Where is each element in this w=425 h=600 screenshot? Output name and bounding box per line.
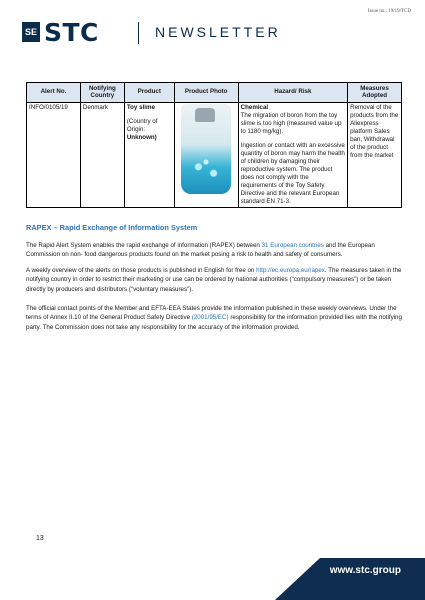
alert-table-header-row — [27, 83, 402, 103]
page-number: 13 — [36, 535, 44, 542]
alert-table — [26, 82, 402, 208]
paragraph-text: A weekly overview of the alerts on those products is published in English for free on — [26, 267, 257, 274]
col-header-country: Notifying Country — [80, 83, 124, 103]
stc-logo-text: STC — [44, 18, 99, 47]
footer-website-link[interactable]: www.stc.group — [329, 565, 401, 576]
paragraph-text: . The measures taken in the notifying country in order to restrict their marketing or use can be ordered by national authorities ("compulsory measures") or be taken directly by producers and distributors ("voluntary measures"). — [26, 267, 402, 293]
newsletter-header — [22, 18, 402, 58]
col-header-photo: Product Photo — [174, 83, 238, 103]
col-header-product: Product — [124, 83, 174, 103]
paragraph-text: The official contact points of the Member and EFTA-EEA States provide the information published in these weekly overviews. Under the terms of Annex II.10 of the General Product Safety Directive — [26, 305, 397, 322]
hazard-type: Chemical — [240, 104, 269, 112]
product-origin-label: (Country of Origin: — [126, 118, 158, 134]
header-divider — [138, 22, 139, 44]
rapex-paragraph-1 — [26, 241, 402, 260]
newsletter-title: NEWSLETTER — [155, 24, 281, 40]
col-header-hazard: Hazard/ Risk — [238, 83, 347, 103]
stc-logo-mark: SE — [22, 22, 40, 42]
rapex-paragraph-3 — [26, 304, 402, 332]
product-photo-cell — [174, 102, 238, 207]
slime-container-lid — [195, 108, 215, 122]
issue-number: Issue no.: 19/19/TCD — [367, 9, 411, 14]
col-header-alert-no: Alert No. — [27, 83, 81, 103]
paragraph-text: The Rapid Alert System enables the rapid exchange of information (RAPEX) between — [26, 242, 262, 249]
product-cell — [124, 102, 174, 207]
alert-number: INFO/0105/19 — [27, 102, 81, 207]
rapex-website-link[interactable]: http://ec.europa.eu/rapex — [256, 267, 325, 274]
hazard-cell — [238, 102, 347, 207]
table-row — [27, 102, 402, 207]
product-name: Toy slime — [126, 104, 155, 112]
directive-link[interactable]: (2001/95/EC) — [191, 314, 229, 322]
rapex-paragraph-2 — [26, 266, 402, 294]
hazard-description: The migration of boron from the toy slime is too high (measured value up to 1180 mg/kg). — [240, 112, 342, 136]
notifying-country: Denmark — [80, 102, 124, 207]
paragraph-text: and the European Commission on non- food dangerous products found on the market posing a risk to health and safety of consumers. — [26, 242, 375, 259]
rapex-heading: RAPEX – Rapid Exchange of Information System — [26, 223, 198, 232]
col-header-measures: Measures Adopted — [348, 83, 402, 103]
toy-slime-photo — [181, 104, 231, 194]
paragraph-text: responsibility for the information provided lies with the notifying party. The Commission does not take any responsibility for the accuracy of the information provided. — [26, 314, 402, 331]
eu-countries-link[interactable]: 31 European countries — [261, 242, 324, 249]
product-origin-value: Unknown) — [126, 134, 157, 142]
slime-bubbles — [187, 154, 225, 186]
hazard-risk-details: Ingestion or contact with an excessive quantity of boron may harm the health of children by damaging their reproductive system. The product does not comply with the requirements of the Toy Safety Directive and the relevant European standard EN 71-3. — [240, 142, 345, 205]
measures-adopted: Removal of the products from the Aliexpress platform Sales ban, Withdrawal of the product from the market — [348, 102, 402, 207]
